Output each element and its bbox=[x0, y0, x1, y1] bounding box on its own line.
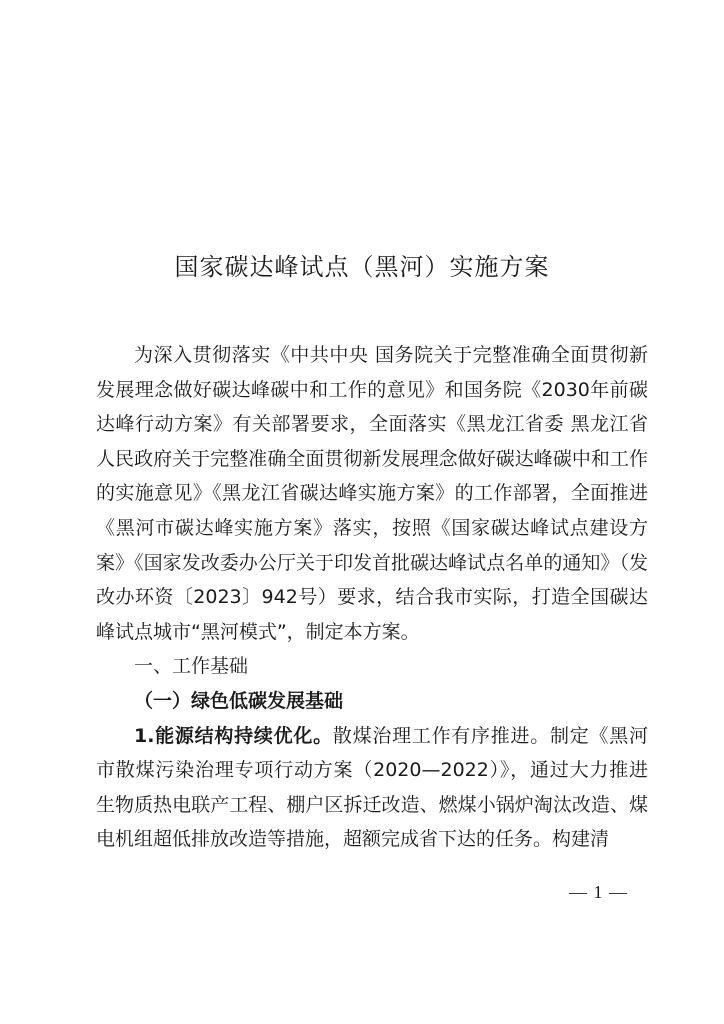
document-body bbox=[96, 338, 648, 857]
item-text: 散煤治理工作有序推进。制定《黑河市散煤污染治理专项行动方案（2020—2022）》，通过大力推进生物质热电联产工程、棚户区拆迁改造、燃煤小锅炉淘汰改造、煤电机组超低排放改造等措施，超额完成省下达的任务。构建清 bbox=[96, 724, 648, 851]
section-heading: 一、工作基础 bbox=[134, 655, 249, 678]
page-number: — 1 — bbox=[569, 882, 628, 902]
item-lead: 1.能源结构持续优化。 bbox=[134, 724, 333, 747]
document-title: 国家碳达峰试点（黑河）实施方案 bbox=[174, 253, 550, 281]
intro-paragraph: 为深入贯彻落实《中共中央 国务院关于完整准确全面贯彻新发展理念做好碳达峰碳中和工作的意见》和国务院《2030年前碳达峰行动方案》有关部署要求，全面落实《黑龙江省委 黑龙江省人民政府关于完整准确全面贯彻新发展理念做好碳达峰碳中和工作的实施意见》《黑龙江省碳达峰实施方案》的工作部署，全面推进《黑河市碳达峰实施方案》落实，按照《国家碳达峰试点建设方案》《国家发改委办公厅关于印发首批碳达峰试点名单的通知》（发改办环资〔2023〕942号）要求，结合我市实际，打造全国碳达峰试点城市“黑河模式”，制定本方案。 bbox=[96, 344, 648, 643]
subsection-heading: （一）绿色低碳发展基础 bbox=[134, 689, 344, 712]
item-paragraph bbox=[96, 719, 648, 857]
